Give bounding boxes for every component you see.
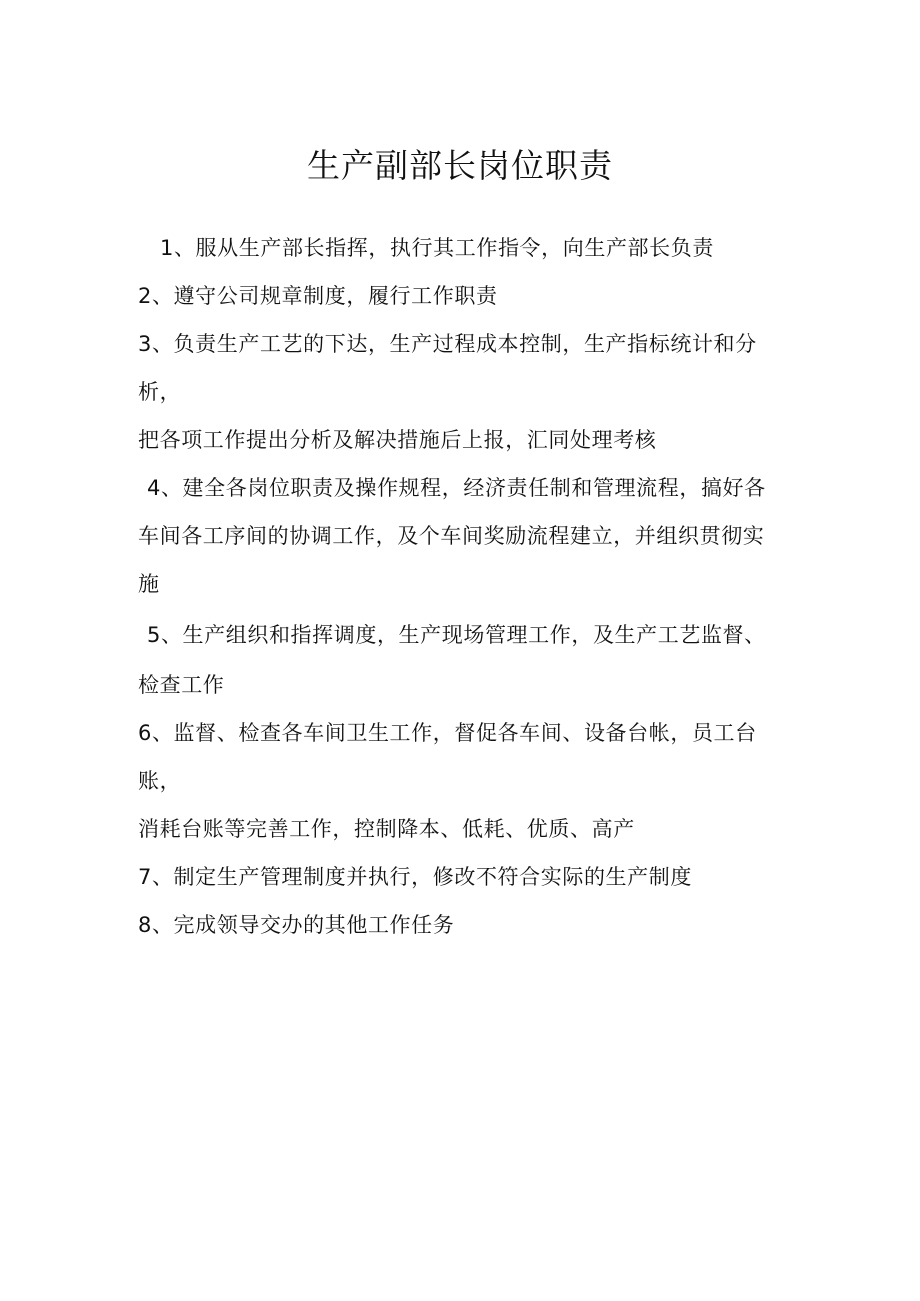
duty-item-6: 6、监督、检查各车间卫生工作，督促各车间、设备台帐，员工台: [138, 721, 757, 745]
duty-item-6-continued: 消耗台账等完善工作，控制降本、低耗、优质、高产: [138, 817, 635, 841]
duty-item-8: 8、完成领导交办的其他工作任务: [138, 913, 455, 937]
duty-item-4-continued: 车间各工序间的协调工作，及个车间奖励流程建立，并组织贯彻实: [138, 524, 765, 548]
duty-item-2: 2、遵守公司规章制度，履行工作职责: [138, 284, 498, 308]
duty-item-4: 4、建全各岗位职责及操作规程，经济责任制和管理流程，搞好各: [147, 476, 766, 500]
duty-item-5: 5、生产组织和指挥调度，生产现场管理工作，及生产工艺监督、: [147, 623, 766, 647]
page-title: 生产副部长岗位职责: [307, 146, 613, 185]
duty-item-3-continued: 把各项工作提出分析及解决措施后上报，汇同处理考核: [138, 428, 657, 452]
duty-item-5-continued: 检查工作: [138, 673, 225, 697]
duty-item-1: 1、服从生产部长指挥，执行其工作指令，向生产部长负责: [160, 236, 714, 260]
duty-item-7: 7、制定生产管理制度并执行，修改不符合实际的生产制度: [138, 865, 692, 889]
duty-item-4-continued: 施: [138, 572, 160, 596]
duty-item-3: 3、负责生产工艺的下达，生产过程成本控制，生产指标统计和分: [138, 332, 757, 356]
duty-item-6-continued: 账，: [138, 769, 182, 793]
duty-item-3-continued: 析，: [138, 380, 182, 404]
